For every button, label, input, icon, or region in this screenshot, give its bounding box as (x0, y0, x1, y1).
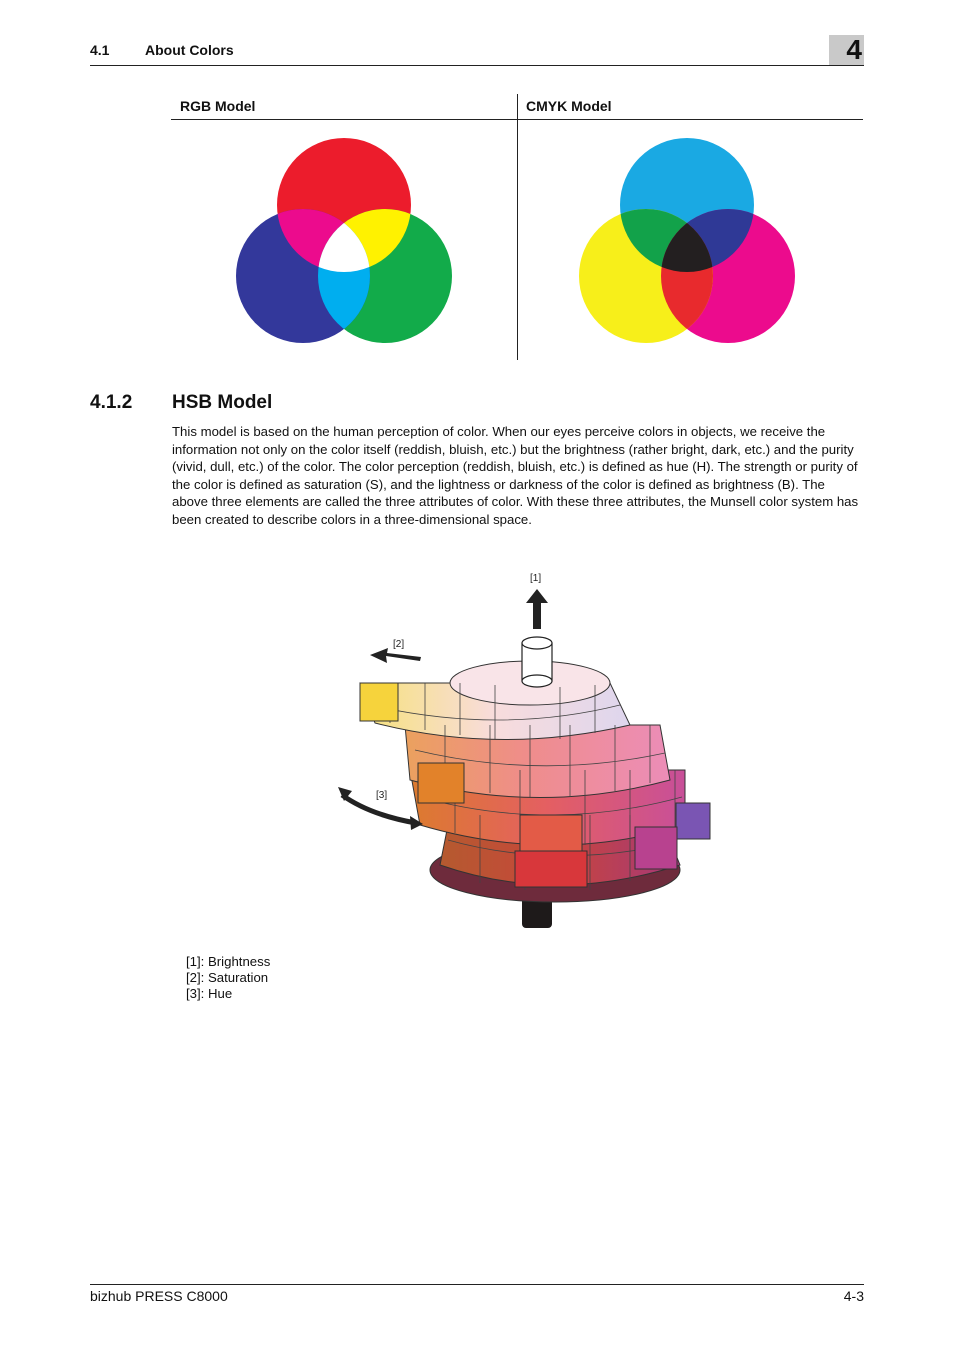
cmyk-model-heading: CMYK Model (526, 98, 612, 114)
rgb-diagram (232, 134, 458, 348)
callout-1: [1] (530, 573, 542, 584)
saturation-block-red-mid (520, 815, 582, 851)
brightness-arrow-icon (526, 589, 548, 629)
callout-3: [3] (376, 790, 388, 801)
table-column-divider (517, 94, 518, 360)
rgb-model-heading: RGB Model (180, 98, 256, 114)
running-header-title: About Colors (145, 42, 234, 58)
legend-item-brightness: [1]: Brightness (186, 954, 271, 969)
brightness-axis-cap (522, 637, 552, 649)
footer-rule (90, 1284, 864, 1285)
legend-item-saturation: [2]: Saturation (186, 970, 269, 985)
cmyk-diagram (575, 134, 801, 348)
footer-page-number: 4-3 (843, 1288, 864, 1304)
body-paragraph: This model is based on the human perception of color. When our eyes perceive colors in objects, we receive the information not only on the color itself (reddish, bluish, etc.) but the brightness (rather bright, dark, etc.) and the purity (vivid, dull, etc.) of the color. The color perception (reddish, bluish, etc.) is defined as hue (H). The strength or purity of the color is defined as saturation (S), and the lightness or darkness of the color is defined as brightness (B). The above three elements are called the three attributes of color. With these three attributes, the Munsell color system has been created to describe colors in a three-dimensional space. (172, 424, 859, 527)
header-rule (90, 65, 864, 66)
running-header-section: 4.1 (90, 42, 110, 58)
legend-item-hue: [3]: Hue (186, 986, 233, 1001)
chapter-number: 4 (846, 34, 862, 65)
section-number: 4.1.2 (90, 392, 133, 413)
section-title: HSB Model (172, 392, 273, 413)
saturation-arrow-icon (370, 648, 421, 663)
footer-product-name: bizhub PRESS C8000 (90, 1288, 228, 1304)
callout-2: [2] (393, 639, 405, 650)
figure-legend (186, 954, 270, 1002)
saturation-block-orange (418, 763, 464, 803)
brightness-axis-base (522, 675, 552, 687)
saturation-block-red-low (515, 851, 587, 887)
hsb-color-solid-figure (330, 565, 720, 935)
saturation-block-violet (676, 803, 710, 839)
saturation-block-yellow (360, 683, 398, 721)
saturation-block-magenta (635, 827, 677, 869)
